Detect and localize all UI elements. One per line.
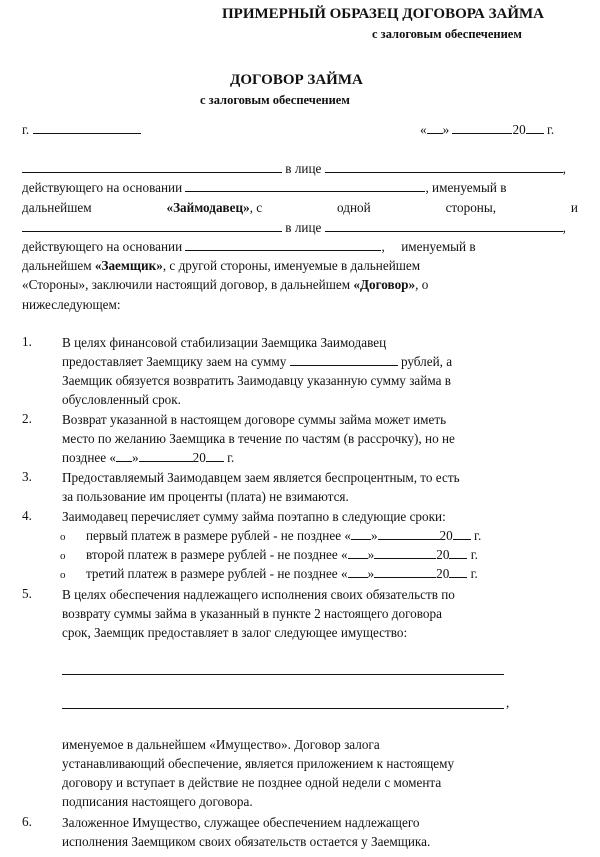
city-blank xyxy=(33,121,141,134)
collateral-blank-2 xyxy=(62,708,504,709)
date-quote-open: « xyxy=(420,122,427,137)
payment-1-label: первый платеж в размере рублей - не позднее « xyxy=(86,528,351,543)
clause-1-rubles: рублей, а xyxy=(400,354,453,369)
clause-5-line-3: срок, Заемщик предоставляет в залог следующее имущество: xyxy=(62,625,408,640)
clause-1-line-4: обусловленный срок. xyxy=(62,392,181,407)
clause-2-line-3 xyxy=(62,449,234,467)
intro-line-6 xyxy=(22,257,420,275)
city-field xyxy=(22,121,141,139)
payment-3-label: третий платеж в размере рублей - не позднее « xyxy=(86,566,348,581)
payment-2-suffix: г. xyxy=(470,547,478,562)
clause-number: 6. xyxy=(22,814,32,829)
lender-rep-blank xyxy=(325,160,563,173)
intro-line-7 xyxy=(22,276,428,294)
payment-2-close: » xyxy=(367,547,375,562)
page-header-subtitle: с залоговым обеспечением xyxy=(372,27,522,41)
payment-2-year: 20 xyxy=(436,547,450,562)
clause-6-line-1: Заложенное Имущество, служащее обеспечением надлежащего xyxy=(62,815,420,830)
clause-2-deadline-close: » xyxy=(132,450,139,465)
intro-line-3 xyxy=(22,199,578,217)
date-year-blank xyxy=(526,121,544,134)
named-label-2: именуемый в xyxy=(401,239,476,254)
intro-line-1: в лице , xyxy=(22,160,578,178)
clause-5-line-6: договору и вступает в действие не позднее одной недели с момента xyxy=(62,775,442,790)
lender-term: «Займодавец» xyxy=(166,200,250,215)
clause-4-line-1: Заимодавец перечисляет сумму займа поэтапно в следующие сроки: xyxy=(62,509,446,524)
clause-2-day-blank xyxy=(116,449,132,462)
line5-a: дальнейшем xyxy=(22,258,92,273)
payment-3-close: » xyxy=(367,566,375,581)
payment-3-suffix: г. xyxy=(470,566,478,581)
clause-number: 4. xyxy=(22,508,32,523)
acting-basis-label: действующего на основании xyxy=(22,180,183,195)
date-day-blank xyxy=(427,121,443,134)
bullet-icon: o xyxy=(60,550,66,562)
named-label: именуемый в xyxy=(432,180,507,195)
clause-1-amount-label: предоставляет Заемщику заем на сумму xyxy=(62,354,287,369)
borrower-basis-blank xyxy=(185,238,381,251)
clause-5-line-2: возврату суммы займа в указанный в пункте 2 настоящего договора xyxy=(62,606,442,621)
intro-line-5: действующего на основании , именуемый в xyxy=(22,239,476,254)
clause-1-line-3: Заемщик обязуется возвратить Заимодавцу указанную сумму займа в xyxy=(62,373,451,388)
payment-3-year: 20 xyxy=(436,566,450,581)
payment-row-2 xyxy=(86,546,478,564)
borrower-term: «Заемщик» xyxy=(94,258,163,273)
collateral-comma: , xyxy=(506,695,510,710)
payment-3-day-blank xyxy=(348,565,368,578)
payment-1-year: 20 xyxy=(439,528,453,543)
clause-3-line-1: Предоставляемый Заимодавцем заем является беспроцентным, то есть xyxy=(62,470,460,485)
date-year-suffix: г. xyxy=(546,122,555,137)
payment-1-close: » xyxy=(370,528,378,543)
borrower-name-blank xyxy=(22,219,282,232)
clause-2-year-blank xyxy=(206,449,224,462)
clause-5-line-4: именуемое в дальнейшем «Имущество». Договор залога xyxy=(62,737,380,752)
clause-2-deadline-open: позднее « xyxy=(62,450,116,465)
one-side-b: одной xyxy=(337,200,371,215)
payment-2-year-blank xyxy=(449,546,467,559)
document-subtitle: с залоговым обеспечением xyxy=(200,93,350,107)
page-header-title: ПРИМЕРНЫЙ ОБРАЗЕЦ ДОГОВОРА ЗАЙМА xyxy=(222,6,544,22)
payment-2-month-blank xyxy=(374,546,436,559)
borrower-rep-blank xyxy=(325,219,563,232)
bullet-icon: o xyxy=(60,531,66,543)
one-side-c: стороны, xyxy=(445,200,497,215)
clause-5-line-7: подписания настоящего договора. xyxy=(62,794,253,809)
clause-1-line-2 xyxy=(62,353,452,371)
date-quote-close: » xyxy=(442,122,450,137)
collateral-blank-1 xyxy=(62,674,504,675)
clause-number: 5. xyxy=(22,586,32,601)
clause-number: 3. xyxy=(22,469,32,484)
clause-2-year-suffix: г. xyxy=(227,450,235,465)
one-side-d: и xyxy=(570,200,578,215)
payment-row-1 xyxy=(86,527,481,545)
acting-basis-label-2: действующего на основании xyxy=(22,239,183,254)
in-person-label-2: в лице xyxy=(285,220,322,235)
line6-a: «Стороны», заключили настоящий договор, в дальнейшем xyxy=(22,277,351,292)
bullet-icon: o xyxy=(60,569,66,581)
in-person-label: в лице xyxy=(285,161,322,176)
clause-5-line-1: В целях обеспечения надлежащего исполнения своих обязательств по xyxy=(62,587,455,602)
clause-6-line-2: исполнения Заемщиком своих обязательств остается у Заемщика. xyxy=(62,834,431,849)
date-month-blank xyxy=(452,121,512,134)
clause-5-line-5: устанавливающий обеспечение, является приложением к настоящему xyxy=(62,756,455,771)
payment-1-suffix: г. xyxy=(474,528,482,543)
contract-term: «Договор» xyxy=(353,277,416,292)
lender-name-blank xyxy=(22,160,282,173)
city-prefix: г. xyxy=(22,122,30,137)
payment-row-3 xyxy=(86,565,478,583)
date-field xyxy=(420,121,554,139)
loan-amount-blank xyxy=(290,353,398,366)
payment-3-month-blank xyxy=(374,565,436,578)
payment-1-year-blank xyxy=(453,527,471,540)
lender-basis-blank xyxy=(185,179,425,192)
document-title: ДОГОВОР ЗАЙМА xyxy=(230,72,363,88)
clause-number: 2. xyxy=(22,411,32,426)
intro-line-4: в лице , xyxy=(22,219,578,237)
payment-1-day-blank xyxy=(351,527,371,540)
intro-line-2: действующего на основании , именуемый в xyxy=(22,180,507,195)
clause-1-line-1: В целях финансовой стабилизации Заемщика Заимодавец xyxy=(62,335,387,350)
one-side-a: , с xyxy=(249,200,263,215)
clause-3-line-2: за пользование им проценты (плата) не взимаются. xyxy=(62,489,349,504)
line5-b: , с другой стороны, именуемые в дальнейшем xyxy=(162,258,421,273)
clause-number: 1. xyxy=(22,334,32,349)
payment-2-label: второй платеж в размере рублей - не позднее « xyxy=(86,547,348,562)
payment-1-month-blank xyxy=(378,527,440,540)
intro-line-8: нижеследующем: xyxy=(22,297,121,312)
clause-2-month-blank xyxy=(139,449,193,462)
date-year: 20 xyxy=(512,122,526,137)
payment-2-day-blank xyxy=(348,546,368,559)
line6-b: , о xyxy=(415,277,429,292)
further-label: дальнейшем xyxy=(22,200,92,215)
clause-2-year: 20 xyxy=(192,450,206,465)
clause-2-line-2: место по желанию Заемщика в течение по частям (в рассрочку), но не xyxy=(62,431,455,446)
clause-2-line-1: Возврат указанной в настоящем договоре суммы займа может иметь xyxy=(62,412,447,427)
payment-3-year-blank xyxy=(449,565,467,578)
